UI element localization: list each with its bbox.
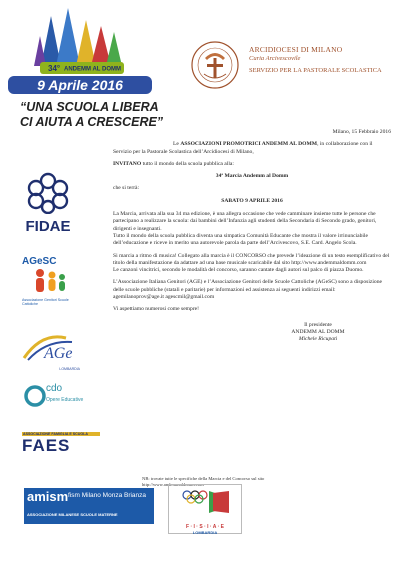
event-title: 34ª Marcia Andemm al Domm <box>215 173 289 180</box>
invite-rest: tutto il mondo della scuola pubblica alla: <box>141 160 234 167</box>
agesc-subtitle: Associazione Genitori Scuole Cattoliche <box>22 298 69 306</box>
place-date: Milano, 15 Febbraio 2016 <box>332 129 391 135</box>
cathedral-icon <box>34 8 122 66</box>
faes-label: FAES <box>22 436 71 455</box>
paragraph-4: Le canzoni vincitrici, secondo le modalità del concorso, saranno cantate dagli autori sul palco di piazza Duomo. <box>113 267 364 274</box>
diocese-name: ARCIDIOCESI DI MILANO <box>249 45 343 54</box>
event-date: SABATO 9 APRILE 2016 <box>221 197 283 204</box>
diocese-block <box>249 45 399 75</box>
age-label: AGe <box>44 345 73 362</box>
amism-label: amism <box>27 489 69 504</box>
intro-post: , in collaborazione con il Servizio per la Pastorale Scolastica dell’Arcidiocesi di Milano, <box>113 141 373 155</box>
signature-org: ANDEMM AL DOMM <box>291 328 345 335</box>
diocese-curia: Curia Arcivescovile <box>249 55 301 62</box>
fidae-logo <box>22 172 74 235</box>
paragraph-2: Tutto il mondo della scuola pubblica diventa una simpatica Comunità Educante che mostra il valore irrinunciabile dell’educazione e riceve in merito una autorevole parola da parte dell’Arcivescovo, S.E. Card. Angelo Scola. <box>113 232 369 247</box>
amism-fism-label: fism Milano Monza Brianza <box>68 492 147 499</box>
faes-top-label: ASSOCIAZIONE FAMIGLIA E SCUOLA <box>22 432 100 436</box>
invite-paragraph <box>113 161 391 168</box>
fisiae-logo <box>168 484 242 534</box>
contact-emails[interactable]: agemilanoprov@age.it agescmil@gmail.com <box>113 294 215 301</box>
paragraph-3: Si marcia a ritmo di musica! Collegato alla marcia è il CONCORSO che prevede l’ideazione di un testo esemplificativo del titolo della manifestazione da adattare ad una base musicale scaricabile dal sito http://www.andemmaldomm.com <box>113 252 390 266</box>
slogan-line-1: “UNA SCUOLA LIBERA <box>20 100 159 114</box>
closing-line: Vi aspettiamo numerosi come sempre! <box>113 306 200 313</box>
signature-title: Il presidente <box>304 321 332 328</box>
intro-paragraph <box>113 141 391 156</box>
slogan-line-2: CI AIUTA A CRESCERE” <box>20 115 164 129</box>
paragraph-5: L’Associazione Italiana Genitori (AGE) e l’Associazione Genitori delle Scuole Cattoliche (AGeSC) sono a disposizione delle scuole pubbliche (statali e paritarie) per informazioni ed assistenza ai seguenti indirizzi email: <box>113 279 382 293</box>
cdo-ring-icon <box>24 383 46 409</box>
diocese-seal-icon <box>190 40 240 90</box>
fisiae-label: F · I · S · I · A · E <box>186 524 224 530</box>
cdo-label: cdo <box>46 383 63 394</box>
faes-logo <box>22 432 100 462</box>
che-si-terra: che si terrà: <box>113 185 140 192</box>
cdo-subtitle: Opere Educative <box>46 397 84 403</box>
badge-text: ANDEMM AL DOMM <box>64 66 121 73</box>
agesc-logo <box>22 256 78 308</box>
signature-block <box>263 322 373 344</box>
footnote: NB: trovate tutte le specifiche della Marcia e del Concorso sul sito http://www.andemmaldomm.com <box>142 476 265 487</box>
fidae-knot-icon <box>22 172 74 214</box>
signature-name: Michele Ricupati <box>298 336 338 343</box>
date-banner: 9 Aprile 2016 <box>37 77 123 93</box>
age-swoosh-icon <box>22 332 80 362</box>
fisiae-subtitle: LOMBARDIA <box>192 530 218 535</box>
agesc-label: AGeSC <box>22 256 57 267</box>
invite-bold: INVITANO <box>113 160 142 167</box>
amism-logo <box>24 488 154 524</box>
diocese-service: SERVIZIO PER LA PASTORALE SCOLASTICA <box>249 67 382 74</box>
family-icon <box>30 267 70 293</box>
amism-subtitle: ASSOCIAZIONE MILANESE SCUOLE MATERNE <box>27 512 118 517</box>
fisiae-emblem-icon <box>169 485 241 519</box>
intro-bold: ASSOCIAZIONI PROMOTRICI ANDEMM AL DOMM <box>180 141 318 148</box>
badge-number: 34° <box>48 64 61 73</box>
fidae-label: FIDAE <box>25 218 71 235</box>
age-logo <box>22 332 80 371</box>
age-subtitle: LOMBARDIA <box>59 367 80 371</box>
letter-body <box>113 129 391 344</box>
slogan <box>20 100 230 130</box>
event-logo <box>6 6 156 98</box>
paragraph-1: La Marcia, arrivata alla sua 34 ma edizione, è una allegra occasione che vede camminare insieme tutte le persone che partecipano a realizzare la scuola: dai bambini dell’Infanzia agli studenti della Secondaria di Secondo grado, genitori, dirigenti e insegnanti. <box>113 211 377 232</box>
cdo-logo <box>24 381 98 411</box>
intro-pre: Le <box>173 141 181 148</box>
